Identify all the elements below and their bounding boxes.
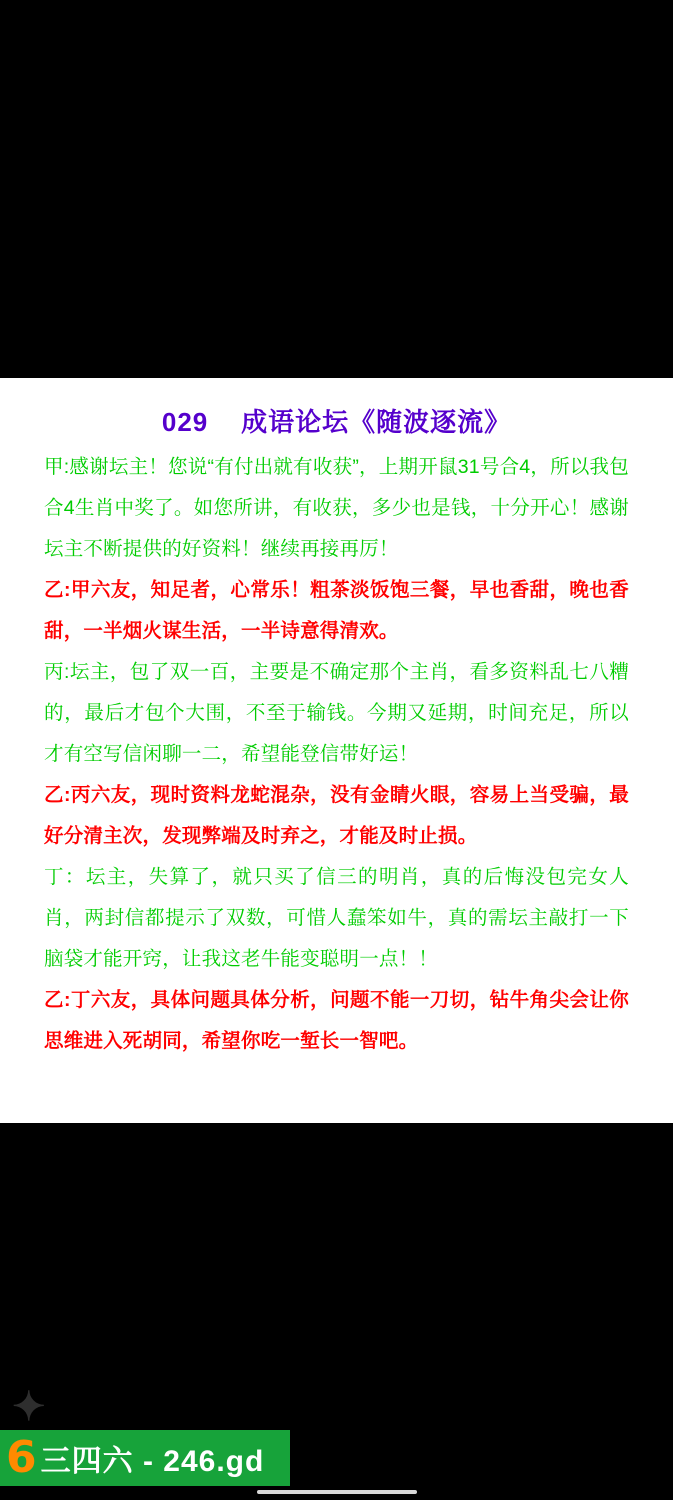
forum-post-paragraph: 乙:丙六友，现时资料龙蛇混杂，没有金睛火眼，容易上当受骗，最好分清主次，发现弊端及时弃之，才能及时止损。 <box>44 784 629 847</box>
forum-post-paragraph: 甲:感谢坛主！您说“有付出就有收获”，上期开鼠31号合4，所以我包合4生肖中奖了。如您所讲，有收获，多少也是钱，十分开心！感谢坛主不断提供的好资料！继续再接再厉！ <box>44 456 629 560</box>
site-watermark-label: 三四六 - 246.gd <box>40 1445 265 1478</box>
page-title: 029 成语论坛《随波逐流》 <box>161 407 512 437</box>
site-watermark <box>0 1430 290 1486</box>
forum-post-paragraph: 乙:丁六友，具体问题具体分析，问题不能一刀切，钻牛角尖会让你思维进入死胡同，希望你吃一堑长一智吧。 <box>44 989 629 1052</box>
document-card <box>0 378 673 1123</box>
decorative-swirl-icon: ✦ <box>12 1385 46 1429</box>
site-logo-icon: 6 <box>6 1432 37 1483</box>
forum-post-paragraph: 丁：坛主，失算了，就只买了信三的明肖，真的后悔没包完女人肖，两封信都提示了双数，可惜人蠢笨如牛，真的需坛主敲打一下脑袋才能开窍，让我这老牛能变聪明一点！！ <box>44 866 629 970</box>
system-nav-indicator <box>257 1490 417 1494</box>
forum-post-paragraph: 丙:坛主，包了双一百，主要是不确定那个主肖，看多资料乱七八糟的，最后才包个大围，不至于输钱。今期又延期，时间充足，所以才有空写信闲聊一二，希望能登信带好运！ <box>44 661 629 765</box>
forum-post-paragraph: 乙:甲六友，知足者，心常乐！粗茶淡饭饱三餐，早也香甜，晚也香甜，一半烟火谋生活，一半诗意得清欢。 <box>44 579 629 642</box>
